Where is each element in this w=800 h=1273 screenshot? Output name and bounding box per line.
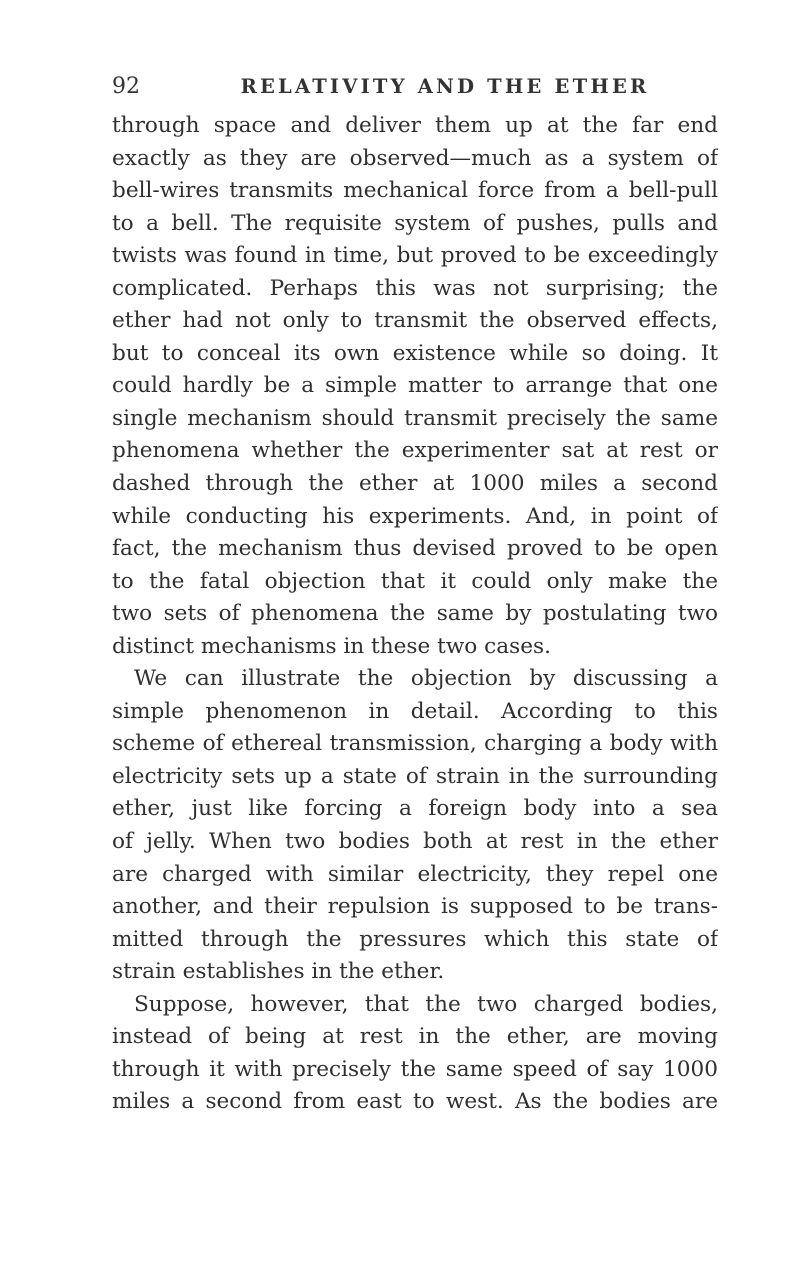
- text-line: mitted through the pressures which this state of: [112, 926, 718, 952]
- text-line: through it with precisely the same speed of say 1000: [112, 1056, 718, 1082]
- page-number: 92: [112, 74, 140, 99]
- text-line: scheme of ethereal transmission, charging a body with: [112, 731, 718, 757]
- text-line: simple phenomenon in detail. According to this: [112, 698, 718, 724]
- paragraph: [112, 110, 718, 663]
- text-line: dashed through the ether at 1000 miles a second: [112, 471, 718, 497]
- text-line: strain establishes in the ether.: [112, 959, 445, 985]
- text-line: instead of being at rest in the ether, are moving: [112, 1024, 718, 1050]
- paragraph: [112, 989, 718, 1119]
- text-line: to a bell. The requisite system of pushes, pulls and: [112, 210, 718, 236]
- text-line: could hardly be a simple matter to arrange that one: [112, 373, 718, 399]
- running-head: [112, 72, 718, 102]
- text-line: two sets of phenomena the same by postulating two: [112, 601, 718, 627]
- text-line: electricity sets up a state of strain in the surrounding: [112, 763, 718, 789]
- text-line: but to conceal its own existence while so doing. It: [112, 340, 718, 366]
- text-line: phenomena whether the experimenter sat at rest or: [112, 438, 718, 464]
- text-line: complicated. Perhaps this was not surprising; the: [112, 275, 718, 301]
- text-line: miles a second from east to west. As the bodies are: [112, 1089, 718, 1115]
- paragraph: [112, 663, 718, 988]
- text-line: exactly as they are observed—much as a system of: [112, 145, 718, 171]
- text-line: bell-wires transmits mechanical force from a bell-pull: [112, 178, 718, 204]
- text-line: Suppose, however, that the two charged bodies,: [134, 991, 718, 1017]
- text-line: are charged with similar electricity, they repel one: [112, 861, 718, 887]
- text-line: another, and their repulsion is supposed to be trans-: [112, 894, 718, 920]
- text-line: single mechanism should transmit precisely the same: [112, 405, 718, 431]
- text-line: through space and deliver them up at the far end: [112, 113, 718, 138]
- text-line: while conducting his experiments. And, in point of: [112, 503, 718, 529]
- text-line: distinct mechanisms in these two cases.: [112, 633, 551, 659]
- body-text: [112, 110, 718, 1119]
- text-line: ether had not only to transmit the observed effects,: [112, 308, 718, 334]
- text-line: twists was found in time, but proved to be exceedingly: [112, 243, 718, 269]
- text-line: fact, the mechanism thus devised proved to be open: [112, 536, 718, 562]
- text-line: ether, just like forcing a foreign body into a sea: [112, 796, 718, 822]
- running-title: RELATIVITY AND THE ETHER: [240, 75, 650, 98]
- text-line: of jelly. When two bodies both at rest in the ether: [112, 829, 718, 855]
- text-line: to the fatal objection that it could only make the: [112, 568, 718, 594]
- text-line: We can illustrate the objection by discussing a: [134, 666, 718, 692]
